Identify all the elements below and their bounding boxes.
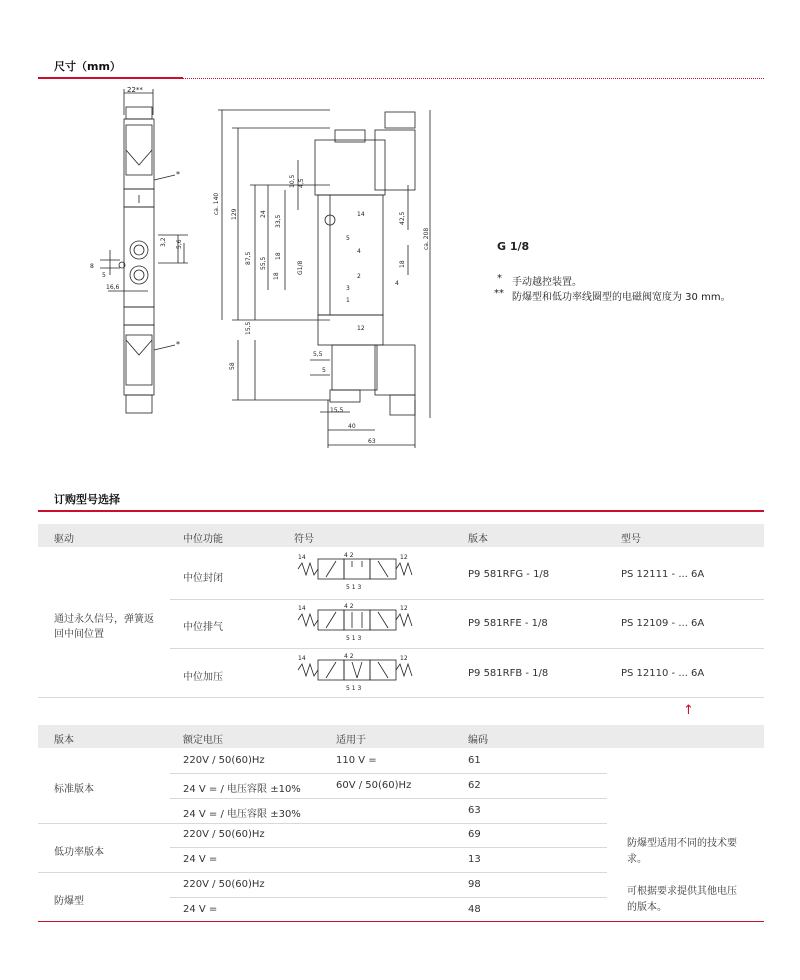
side-note-2-line1: 可根据要求提供其他电压 bbox=[627, 886, 737, 897]
std-row2-voltage: 24 V = / 电压容限 ±10% bbox=[183, 784, 301, 795]
dim-33-5: 33,5 bbox=[275, 214, 282, 228]
port-2: 2 bbox=[357, 273, 361, 280]
row2-model: PS 12109 - ... 6A bbox=[621, 618, 705, 629]
row2-version: P9 581RFE - 1/8 bbox=[468, 618, 548, 629]
group-sep1 bbox=[38, 823, 607, 824]
std-row3-voltage: 24 V = / 电压容限 ±30% bbox=[183, 809, 301, 820]
dim-5-5: 5,5 bbox=[313, 351, 323, 358]
std-row1-applies: 110 V = bbox=[336, 755, 377, 766]
table2-header-applies: 适用于 bbox=[336, 735, 366, 746]
dim-10-5: 10,5 bbox=[289, 174, 296, 188]
order-divider bbox=[38, 510, 764, 512]
port-4-side: 4 bbox=[395, 280, 399, 287]
dim-8: 8 bbox=[90, 263, 94, 270]
port-12: 12 bbox=[357, 325, 365, 332]
port-1: 1 bbox=[346, 297, 350, 304]
table2-bottom-line bbox=[38, 921, 764, 922]
ex-row2-voltage: 24 V = bbox=[183, 904, 218, 915]
dim-5: 5 bbox=[102, 272, 106, 279]
symbol-bottom-ports: 5 1 3 bbox=[346, 635, 362, 642]
dim-4-5: 4,5 bbox=[298, 178, 305, 188]
table1-header-function: 中位功能 bbox=[183, 534, 223, 545]
side-note-1-line2: 求。 bbox=[627, 854, 647, 865]
dimensions-title: 尺寸（mm） bbox=[54, 60, 121, 73]
row1-function: 中位封闭 bbox=[183, 573, 223, 584]
note-2-marker: ** bbox=[494, 288, 504, 299]
dim-58: 58 bbox=[229, 362, 236, 370]
port-3: 3 bbox=[346, 285, 350, 292]
group-lowpower-name: 低功率版本 bbox=[54, 847, 104, 858]
std-row1-code: 61 bbox=[468, 755, 481, 766]
table2-header-voltage: 额定电压 bbox=[183, 735, 223, 746]
std-row3-code: 63 bbox=[468, 805, 481, 816]
dim-18-b: 18 bbox=[275, 252, 282, 260]
table1-header bbox=[38, 524, 764, 547]
table1-header-version: 版本 bbox=[468, 534, 488, 545]
note-1-text: 手动越控装置。 bbox=[512, 277, 582, 288]
lp-row2-code: 13 bbox=[468, 854, 481, 865]
lp-sep1 bbox=[170, 847, 607, 848]
drive-text-line1: 通过永久信号，弹簧返 bbox=[54, 614, 154, 625]
section-divider-red bbox=[38, 77, 183, 79]
dim-87-5: 87,5 bbox=[245, 251, 252, 265]
symbol-right-port: 12 bbox=[400, 655, 408, 662]
dim-15-5: 15,5 bbox=[245, 321, 252, 335]
drive-text-line2: 回中间位置 bbox=[54, 629, 104, 640]
group-standard-name: 标准版本 bbox=[54, 784, 94, 795]
table2-header-code: 编码 bbox=[468, 735, 488, 746]
symbol-left-port: 14 bbox=[298, 605, 306, 612]
row3-version: P9 581RFB - 1/8 bbox=[468, 668, 549, 679]
row1-separator bbox=[170, 599, 764, 600]
symbol-bottom-ports: 5 1 3 bbox=[346, 685, 362, 692]
row2-function: 中位排气 bbox=[183, 622, 223, 633]
dim-18-c: 18 bbox=[399, 260, 406, 268]
lp-row1-voltage: 220V / 50(60)Hz bbox=[183, 829, 265, 840]
symbol-bottom-ports: 5 1 3 bbox=[346, 584, 362, 591]
dim-ca-140: ca. 140 bbox=[213, 192, 220, 215]
ex-sep1 bbox=[170, 897, 607, 898]
dim-55-5: 55,5 bbox=[260, 256, 267, 270]
table2-header-version: 版本 bbox=[54, 735, 74, 746]
lp-row2-voltage: 24 V = bbox=[183, 854, 218, 865]
dim-15-5-h: 15,5 bbox=[330, 407, 344, 414]
asterisk-upper: * bbox=[176, 170, 180, 179]
note-1-marker: * bbox=[497, 273, 502, 284]
dim-18-a: 18 bbox=[273, 272, 280, 280]
symbol-top-ports: 4 2 bbox=[344, 653, 354, 660]
table1-header-symbol: 符号 bbox=[294, 534, 314, 545]
ex-row2-code: 48 bbox=[468, 904, 481, 915]
asterisk-lower: * bbox=[176, 340, 180, 349]
side-view-drawing bbox=[210, 100, 440, 450]
front-width-label: 22** bbox=[127, 86, 143, 94]
row2-separator bbox=[170, 648, 764, 649]
front-view-drawing bbox=[80, 85, 200, 420]
symbol-left-port: 14 bbox=[298, 655, 306, 662]
dim-129: 129 bbox=[231, 208, 238, 220]
port-4: 4 bbox=[357, 248, 361, 255]
dim-63: 63 bbox=[368, 438, 376, 445]
section-divider-dotted bbox=[183, 78, 764, 79]
lp-row1-code: 69 bbox=[468, 829, 481, 840]
valve-symbol-pressure bbox=[296, 650, 416, 698]
valve-symbol-exhaust bbox=[296, 600, 416, 648]
side-note-2-line2: 的版本。 bbox=[627, 902, 667, 913]
dim-24: 24 bbox=[260, 210, 267, 218]
table1-header-drive: 驱动 bbox=[54, 534, 74, 545]
std-sep1 bbox=[170, 773, 607, 774]
ex-row1-code: 98 bbox=[468, 879, 481, 890]
symbol-top-ports: 4 2 bbox=[344, 603, 354, 610]
side-note-1-line1: 防爆型适用不同的技术要 bbox=[627, 838, 737, 849]
symbol-top-ports: 4 2 bbox=[344, 552, 354, 559]
note-2-text: 防爆型和低功率线圈型的电磁阀宽度为 30 mm。 bbox=[512, 292, 731, 303]
valve-symbol-closed bbox=[296, 549, 416, 597]
group-explosion-name: 防爆型 bbox=[54, 896, 84, 907]
dim-42-5: 42,5 bbox=[399, 211, 406, 225]
port-5: 5 bbox=[346, 235, 350, 242]
row3-model: PS 12110 - ... 6A bbox=[621, 668, 705, 679]
symbol-left-port: 14 bbox=[298, 554, 306, 561]
group-sep2 bbox=[38, 872, 607, 873]
dim-5-6: 5,6 bbox=[176, 239, 183, 249]
symbol-right-port: 12 bbox=[400, 554, 408, 561]
thread-label: G 1/8 bbox=[497, 240, 530, 253]
row1-model: PS 12111 - ... 6A bbox=[621, 569, 705, 580]
dim-g1-8: G1/8 bbox=[297, 260, 304, 275]
code-arrow-icon: ↑ bbox=[683, 703, 694, 718]
port-14: 14 bbox=[357, 211, 365, 218]
row3-function: 中位加压 bbox=[183, 672, 223, 683]
std-row2-applies: 60V / 50(60)Hz bbox=[336, 780, 412, 791]
std-row1-voltage: 220V / 50(60)Hz bbox=[183, 755, 265, 766]
symbol-right-port: 12 bbox=[400, 605, 408, 612]
std-sep2 bbox=[170, 798, 607, 799]
table1-header-model: 型号 bbox=[621, 534, 641, 545]
table2-header bbox=[38, 725, 764, 748]
std-row2-code: 62 bbox=[468, 780, 481, 791]
dim-16-6: 16,6 bbox=[106, 284, 120, 291]
order-title: 订购型号选择 bbox=[54, 493, 120, 506]
ex-row1-voltage: 220V / 50(60)Hz bbox=[183, 879, 265, 890]
row1-version: P9 581RFG - 1/8 bbox=[468, 569, 550, 580]
dim-5-h: 5 bbox=[322, 367, 326, 374]
dim-40: 40 bbox=[348, 423, 356, 430]
dim-3-2: 3,2 bbox=[160, 237, 167, 247]
dim-ca-208: ca. 208 bbox=[423, 227, 430, 250]
